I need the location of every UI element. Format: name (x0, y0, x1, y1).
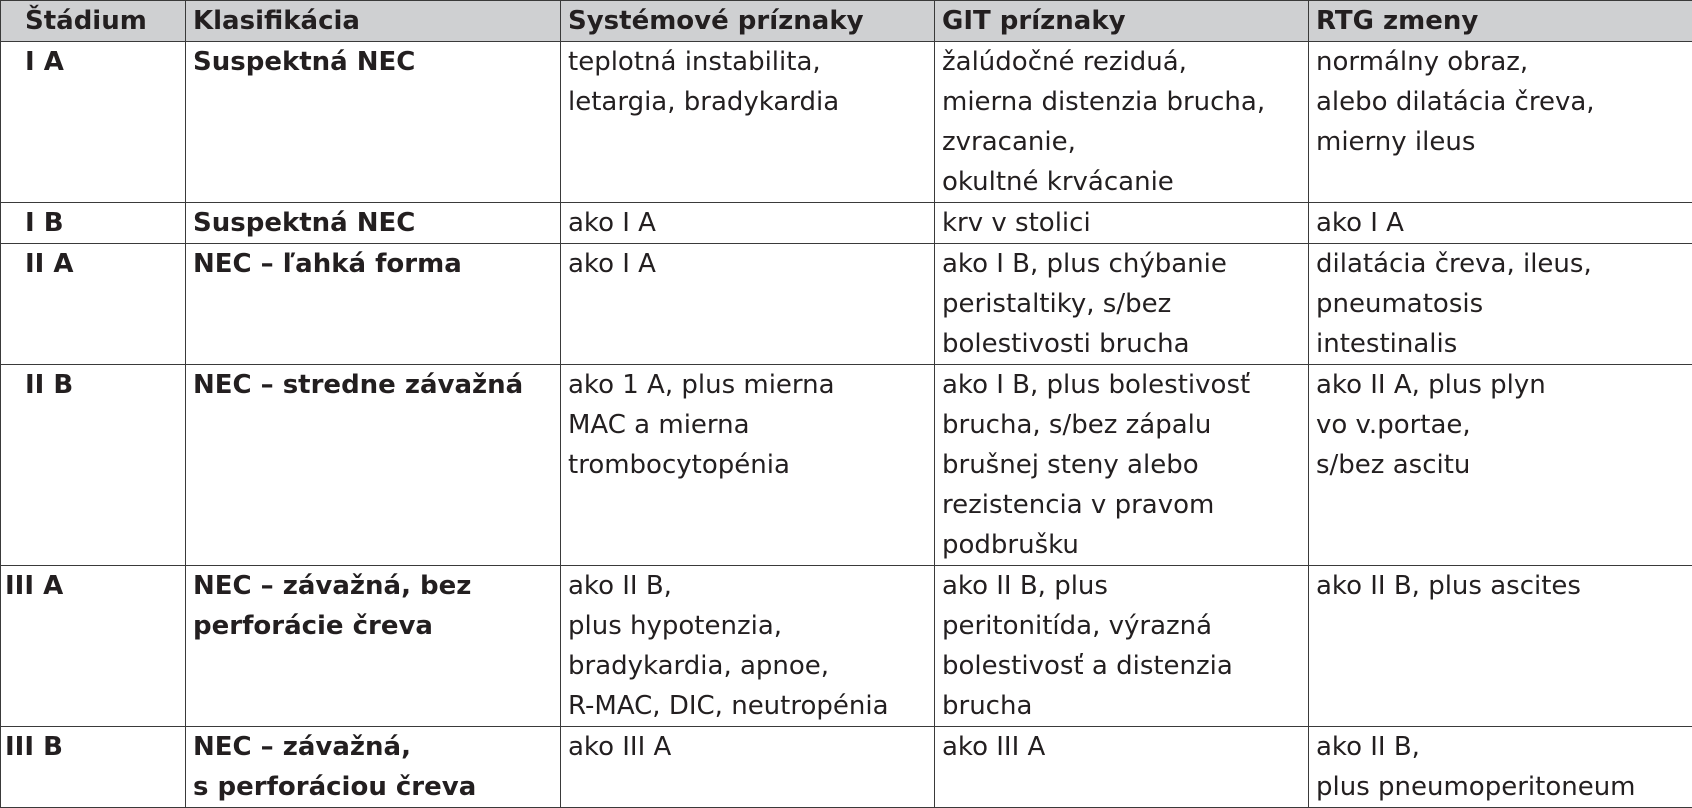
cell-line: žalúdočné reziduá, (942, 42, 1302, 82)
git-symptoms-cell (935, 365, 1309, 566)
cell-line: brucha, s/bez zápalu (942, 405, 1302, 445)
header-classification: Klasifikácia (186, 1, 561, 42)
git-symptoms-cell (935, 203, 1309, 244)
cell-line: plus pneumoperitoneum (1316, 767, 1686, 807)
git-symptoms-cell (935, 727, 1309, 808)
cell-line: ako I B, plus bolestivosť (942, 365, 1302, 405)
systemic-symptoms-cell (561, 727, 935, 808)
cell-line: s/bez ascitu (1316, 445, 1686, 485)
cell-line: okultné krvácanie (942, 162, 1302, 202)
cell-line: ako I A (568, 244, 928, 284)
stage-cell: II A (1, 244, 186, 365)
header-stage: Štádium (1, 1, 186, 42)
rtg-changes-cell (1309, 566, 1692, 727)
cell-line: Suspektná NEC (193, 203, 554, 243)
cell-line: s perforáciou čreva (193, 767, 554, 807)
cell-line: ako II B, plus (942, 566, 1302, 606)
systemic-symptoms-cell (561, 365, 935, 566)
rtg-changes-cell (1309, 727, 1692, 808)
table-row (1, 42, 1692, 203)
rtg-changes-cell (1309, 244, 1692, 365)
cell-line: pneumatosis (1316, 284, 1686, 324)
table-row (1, 365, 1692, 566)
cell-line: alebo dilatácia čreva, (1316, 82, 1686, 122)
rtg-changes-cell (1309, 203, 1692, 244)
cell-line: peritonitída, výrazná (942, 606, 1302, 646)
classification-cell (186, 203, 561, 244)
classification-cell (186, 244, 561, 365)
cell-line: bolestivosti brucha (942, 324, 1302, 364)
cell-line: mierna distenzia brucha, (942, 82, 1302, 122)
cell-line: brucha (942, 686, 1302, 726)
cell-line: dilatácia čreva, ileus, (1316, 244, 1686, 284)
classification-cell (186, 727, 561, 808)
cell-line: ako II B, plus ascites (1316, 566, 1686, 606)
cell-line: bolestivosť a distenzia (942, 646, 1302, 686)
systemic-symptoms-cell (561, 203, 935, 244)
table-row (1, 727, 1692, 808)
stage-cell: I A (1, 42, 186, 203)
cell-line: vo v.portae, (1316, 405, 1686, 445)
cell-line: trombocytopénia (568, 445, 928, 485)
stage-cell: I B (1, 203, 186, 244)
cell-line: ako II A, plus plyn (1316, 365, 1686, 405)
stage-cell: III B (1, 727, 186, 808)
header-rtg-changes: RTG zmeny (1309, 1, 1692, 42)
cell-line: ako III A (942, 727, 1302, 767)
header-row (1, 1, 1692, 42)
cell-line: intestinalis (1316, 324, 1686, 364)
table-row (1, 244, 1692, 365)
cell-line: NEC – závažná, (193, 727, 554, 767)
cell-line: R-MAC, DIC, neutropénia (568, 686, 928, 726)
cell-line: Suspektná NEC (193, 42, 554, 82)
cell-line: teplotná instabilita, (568, 42, 928, 82)
cell-line: mierny ileus (1316, 122, 1686, 162)
stage-cell: II B (1, 365, 186, 566)
git-symptoms-cell (935, 566, 1309, 727)
cell-line: NEC – stredne závažná (193, 365, 554, 405)
table-row (1, 566, 1692, 727)
cell-line: rezistencia v pravom (942, 485, 1302, 525)
rtg-changes-cell (1309, 365, 1692, 566)
cell-line: NEC – závažná, bez (193, 566, 554, 606)
cell-line: ako I A (568, 203, 928, 243)
table-body (1, 42, 1692, 808)
cell-line: plus hypotenzia, (568, 606, 928, 646)
cell-line: krv v stolici (942, 203, 1302, 243)
classification-cell (186, 566, 561, 727)
cell-line: ako III A (568, 727, 928, 767)
cell-line: zvracanie, (942, 122, 1302, 162)
classification-cell (186, 42, 561, 203)
systemic-symptoms-cell (561, 42, 935, 203)
cell-line: ako II B, (568, 566, 928, 606)
cell-line: ako I B, plus chýbanie (942, 244, 1302, 284)
git-symptoms-cell (935, 42, 1309, 203)
cell-line: podbrušku (942, 525, 1302, 565)
table-header (1, 1, 1692, 42)
rtg-changes-cell (1309, 42, 1692, 203)
header-systemic-symptoms: Systémové príznaky (561, 1, 935, 42)
stage-cell: III A (1, 566, 186, 727)
git-symptoms-cell (935, 244, 1309, 365)
cell-line: bradykardia, apnoe, (568, 646, 928, 686)
cell-line: NEC – ľahká forma (193, 244, 554, 284)
header-git-symptoms: GIT príznaky (935, 1, 1309, 42)
cell-line: ako I A (1316, 203, 1686, 243)
cell-line: perforácie čreva (193, 606, 554, 646)
classification-cell (186, 365, 561, 566)
cell-line: peristaltiky, s/bez (942, 284, 1302, 324)
cell-line: letargia, bradykardia (568, 82, 928, 122)
systemic-symptoms-cell (561, 244, 935, 365)
cell-line: normálny obraz, (1316, 42, 1686, 82)
table-row (1, 203, 1692, 244)
systemic-symptoms-cell (561, 566, 935, 727)
cell-line: MAC a mierna (568, 405, 928, 445)
cell-line: ako 1 A, plus mierna (568, 365, 928, 405)
cell-line: ako II B, (1316, 727, 1686, 767)
cell-line: brušnej steny alebo (942, 445, 1302, 485)
